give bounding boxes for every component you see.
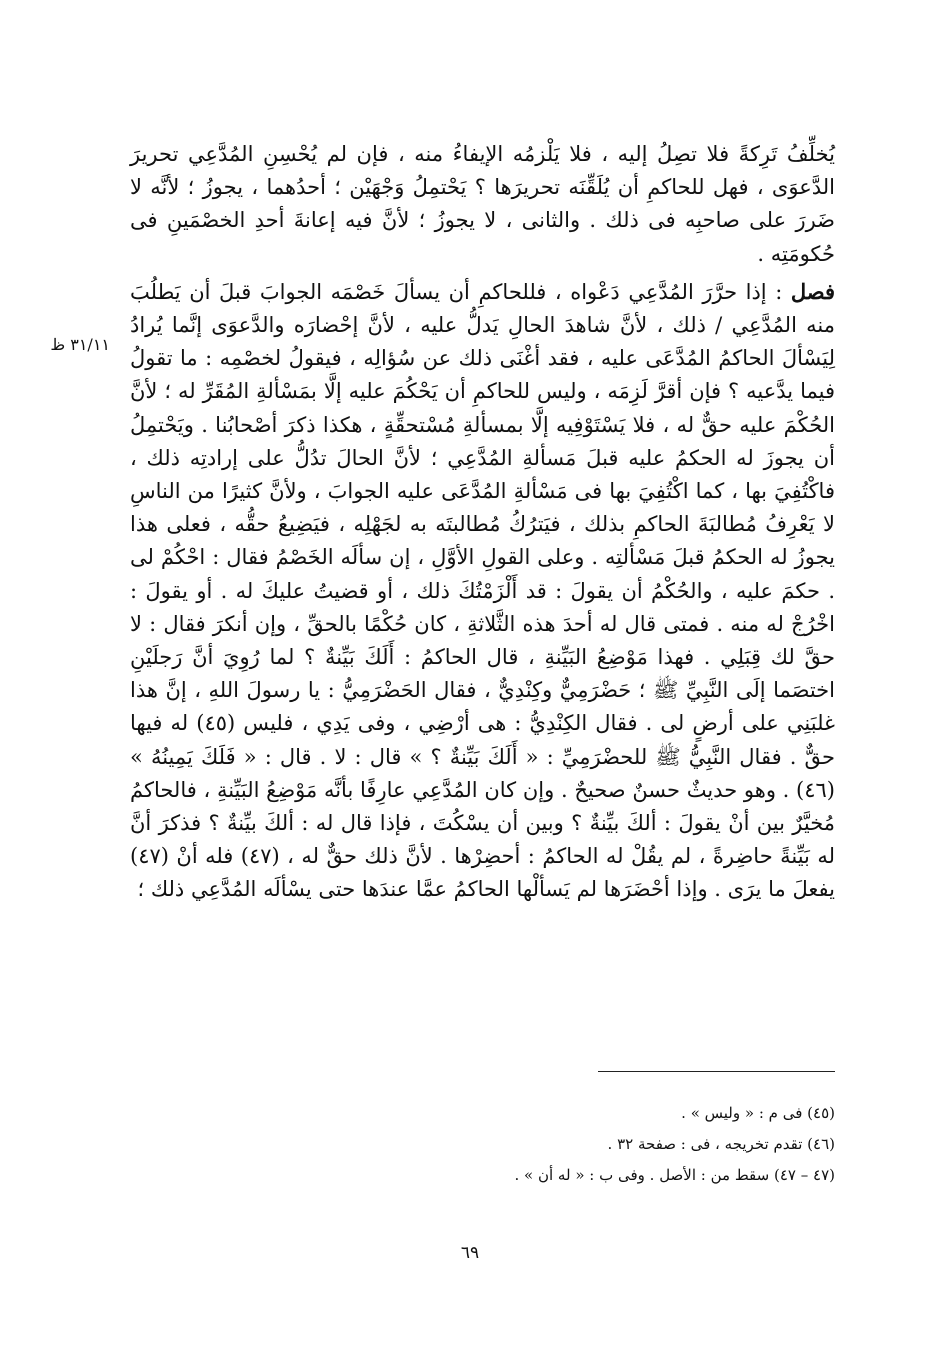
paragraph-2 bbox=[130, 275, 835, 907]
footnotes bbox=[130, 1098, 835, 1191]
paragraph-1-text: يُخلِّفُ تَرِكةً فلا تصِلُ إليه ، فلا يَلْزمُه الإيفاءُ منه ، فإن لم يُحْسِنِ المُدَّعِي تحريرَ الدَّعوَى ، فهل للحاكمِ أن يُلَقِّنَه تحريرَها ؟ يَحْتمِلُ وَجْهَيْن ؛ أحدُهما ، يجوزُ ؛ لأنَّه لا ضَررَ على صاحبِه فى ذلك . والثانى ، لا يجوزُ ؛ لأنَّ فيه إعانةَ أحدِ الخصْمَينِ فى حُكومَتِه . bbox=[130, 142, 835, 266]
margin-folio-reference: ٣١/١١ ظ bbox=[50, 335, 110, 354]
page-number: ٦٩ bbox=[460, 1243, 480, 1263]
section-label: فصل bbox=[790, 278, 836, 304]
footnote-46: (٤٦) تقدم تخريجه ، فى : صفحة ٣٢ . bbox=[607, 1135, 835, 1153]
main-text bbox=[130, 138, 835, 907]
footnote-45: (٤٥) فى م : « وليس » . bbox=[681, 1104, 835, 1122]
paragraph-1 bbox=[130, 138, 835, 271]
footnote-separator bbox=[598, 1071, 835, 1072]
paragraph-2-text: : إذا حرَّرَ المُدَّعِي دَعْواه ، فللحاكمِ أن يسألَ خَصْمَه الجوابَ قبلَ أن يَطلُبَ منه المُدَّعِي / ذلك ، لأنَّ شاهدَ الحالِ يَدلُّ عليه ، لأنَّ إحْضارَه والدَّعوَى إنَّما يُرادُ لِيَسْألَ الحاكمُ المُدَّعَى عليه ، فقد أغْنَى ذلك عن سُؤالِه ، فيقولُ لخصْمِه : ما تقولُ فيما يدَّعيه ؟ فإن أقرَّ لَزِمَه ، وليس للحاكمِ أن يَحْكُمَ عليه إلَّا بمَسْألةِ المُقَرِّ له ؛ لأنَّ الحُكْمَ عليه حقٌّ له ، فلا يَسْتَوْفِيه إلَّا بمسألةِ مُسْتحقِّةٍ ، هكذا ذكرَ أصْحابُنا . ويَحْتمِلُ أن يجوزَ له الحكمُ عليه قبلَ مَسألةِ المُدَّعِي ؛ لأنَّ الحالَ تدُلُّ على إرادتِه ذلك ، فاكْتُفِيَ بها ، كما اكْتُفِيَ بها فى مَسْألةِ المُدَّعَى عليه الجوابَ ، ولأنَّ كثيرًا من الناسِ لا يَعْرِفُ مُطالبَةَ الحاكمِ بذلك ، فيَترُكُ مُطالبتَه به لجَهْلِه ، فيَضِيعُ حقُّه ، فعلى هذا يجوزُ له الحكمُ قبلَ مَسْألتِه . وعلى القولِ الأوَّلِ ، إن سألَه الخَصْمُ فقال : احْكُمْ لى . حكمَ عليه ، والحُكْمُ أن يقولَ : قد أَلْزَمْتُكَ ذلك ، أو قضيتُ عليكَ له . أو يقولَ : اخْرُجْ له منه . فمتى قال له أحدَ هذه الثَّلاثةِ ، كان حُكْمًا بالحقِّ ، وإن أنكرَ فقال : لا حقَّ لك قِبَلِي . فهذا مَوْضِعُ البَيِّنةِ ، قال الحاكمُ : أَلَكَ بَيِّنةٌ ؟ لما رُوِيَ أنَّ رَجلَيْنِ اختصَما إلَى النَّبِيِّ ﷺ ؛ حَضْرَمِيٌّ وكِنْدِيٌّ ، فقال الحَضْرَمِيُّ : يا رسولَ اللهِ ، إنَّ هذا غلبَنِي على أرضٍ لى . فقال الكِنْدِيُّ : هى أرْضِي ، وفى يَدِي ، فليس (٤٥) له فيها حقٌّ . فقال النَّبِيُّ ﷺ للحضْرَمِيِّ : « أَلَكَ بَيِّنةٌ ؟ » قال : لا . قال : « فَلَكَ يَمِينُهُ » (٤٦) . وهو حديثٌ حسنٌ صحيحٌ . وإن كان المُدَّعِي عارِفًا بأنَّه مَوْضِعُ البَيِّنةِ ، فالحاكمُ مُخيَّرٌ بين أنْ يقولَ : ألكَ بيِّنةٌ ؟ وبين أن يسْكُتَ ، فإذا قال له : ألكَ بيِّنةٌ ؟ فذكرَ أنَّ له بَيِّنةً حاضِرةً ، لم يقُلْ له الحاكمُ : أحضِرْها . لأنَّ ذلك حقٌّ له ، (٤٧) فله أنْ (٤٧) يفعلَ ما يرَى . وإذا أحْضَرَها لم يَسألْها الحاكمُ عمَّا عندَها حتى يسْألَه المُدَّعِي ذلك ؛ bbox=[130, 279, 835, 902]
footnote-47: (٤٧ – ٤٧) سقط من : الأصل . وفى ب : « له أن » . bbox=[514, 1166, 835, 1184]
